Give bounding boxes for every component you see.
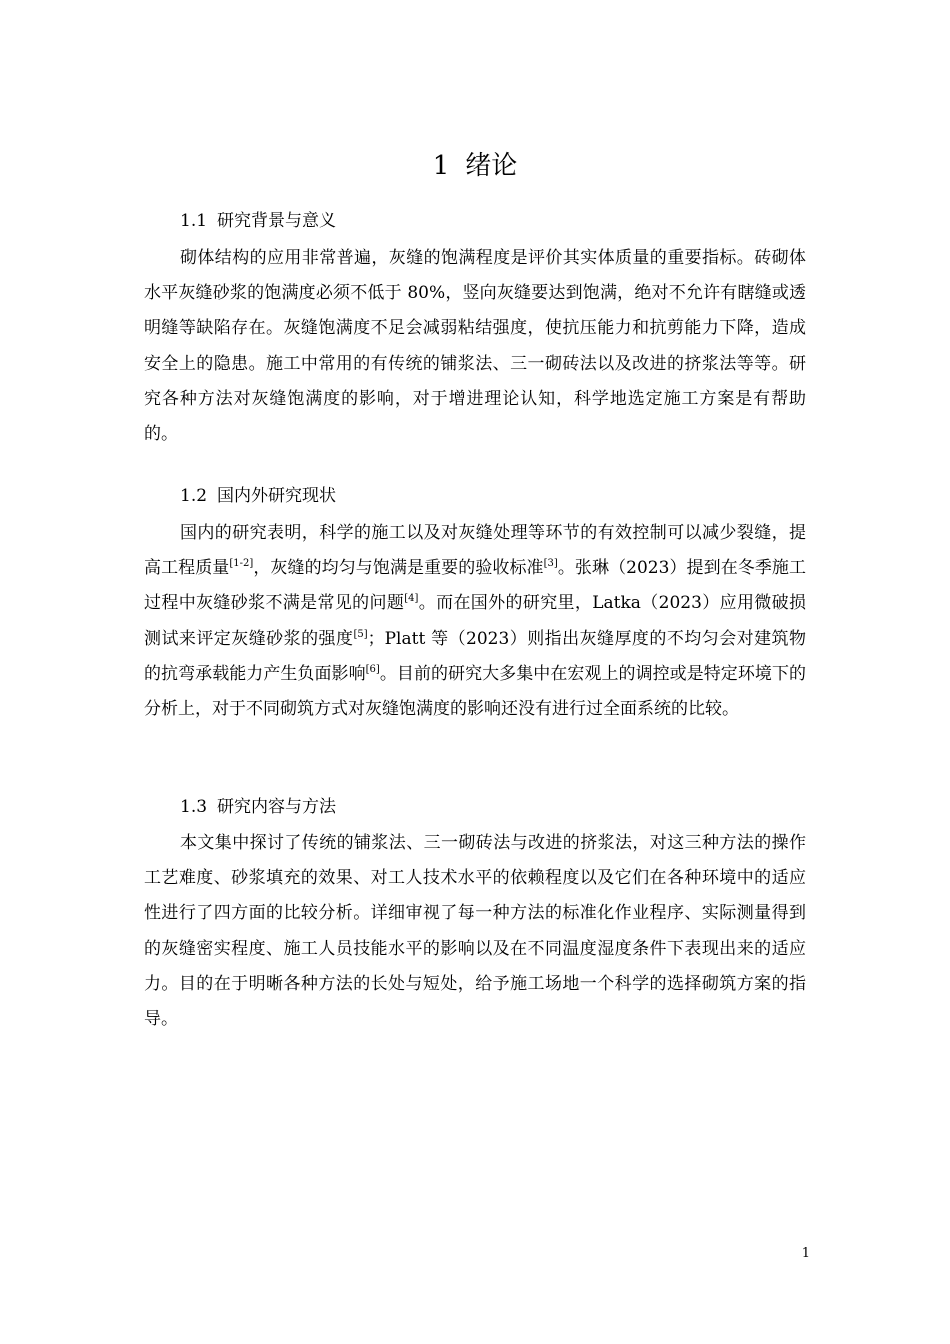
citation-4: [4] (404, 593, 419, 605)
section-number: 1.2 (180, 486, 208, 506)
paragraph-text: 。而在国外的研究里，Latka（2023）应用微破损测试来评定灰缝砂浆的强度 (144, 593, 806, 649)
paragraph-text: 。张琳（2023）提到在冬季施工过程中灰缝砂浆不满是常见的问题 (144, 558, 807, 614)
section-title-text: 研究内容与方法 (217, 797, 337, 817)
section-1-1-paragraph: 砌体结构的应用非常普遍，灰缝的饱满程度是评价其实体质量的重要指标。砖砌体水平灰缝砂浆的饱满度必须不低于 80%，竖向灰缝要达到饱满，绝对不允许有瞎缝或透明缝等缺陷存在。灰缝饱满度不足会减弱粘结强度，使抗压能力和抗剪能力下降，造成安全上的隐患。施工中常用的有传统的铺浆法、三一砌砖法以及改进的挤浆法等等。研究各种方法对灰缝饱满度的影响，对于增进理论认知，科学地选定施工方案是有帮助的。 (144, 248, 806, 445)
section-number: 1.1 (180, 211, 208, 231)
section-1-2-paragraph (144, 516, 806, 727)
citation-6: [6] (365, 663, 380, 675)
section-number: 1.3 (180, 797, 208, 817)
page-number: 1 (801, 1246, 810, 1261)
paragraph-text: 。目前的研究大多集中在宏观上的调控或是特定环境下的分析上，对于不同砌筑方式对灰缝饱满度的影响还没有进行过全面系统的比较。 (144, 663, 806, 720)
paragraph-text: 国内的研究表明，科学的施工以及对灰缝处理等环节的有效控制可以减少裂缝，提高工程质量 (144, 523, 806, 579)
chapter-title (0, 148, 950, 184)
section-heading-1-1 (180, 209, 336, 233)
citation-5: [5] (353, 628, 368, 640)
citation-1-2: [1-2] (229, 558, 254, 570)
section-title-text: 国内外研究现状 (217, 486, 337, 506)
paragraph-text: ；Platt 等（2023）则指出灰缝厚度的不均匀会对建筑物的抗弯承载能力产生负面影响 (144, 628, 807, 684)
chapter-number: 1 (432, 151, 450, 181)
section-1-3-paragraph: 本文集中探讨了传统的铺浆法、三一砌砖法与改进的挤浆法，对这三种方法的操作工艺难度、砂浆填充的效果、对工人技术水平的依赖程度以及它们在各种环境中的适应性进行了四方面的比较分析。详细审视了每一种方法的标准化作业程序、实际测量得到的灰缝密实程度、施工人员技能水平的影响以及在不同温度湿度条件下表现出来的适应力。目的在于明晰各种方法的长处与短处，给予施工场地一个科学的选择砌筑方案的指导。 (144, 833, 806, 1030)
chapter-title-text: 绪论 (465, 151, 518, 181)
section-heading-1-3 (180, 795, 336, 819)
section-title-text: 研究背景与意义 (217, 211, 337, 231)
citation-3: [3] (543, 558, 558, 570)
paragraph-text: ，灰缝的均匀与饱满是重要的验收标准 (253, 558, 544, 579)
section-heading-1-2 (180, 484, 336, 508)
